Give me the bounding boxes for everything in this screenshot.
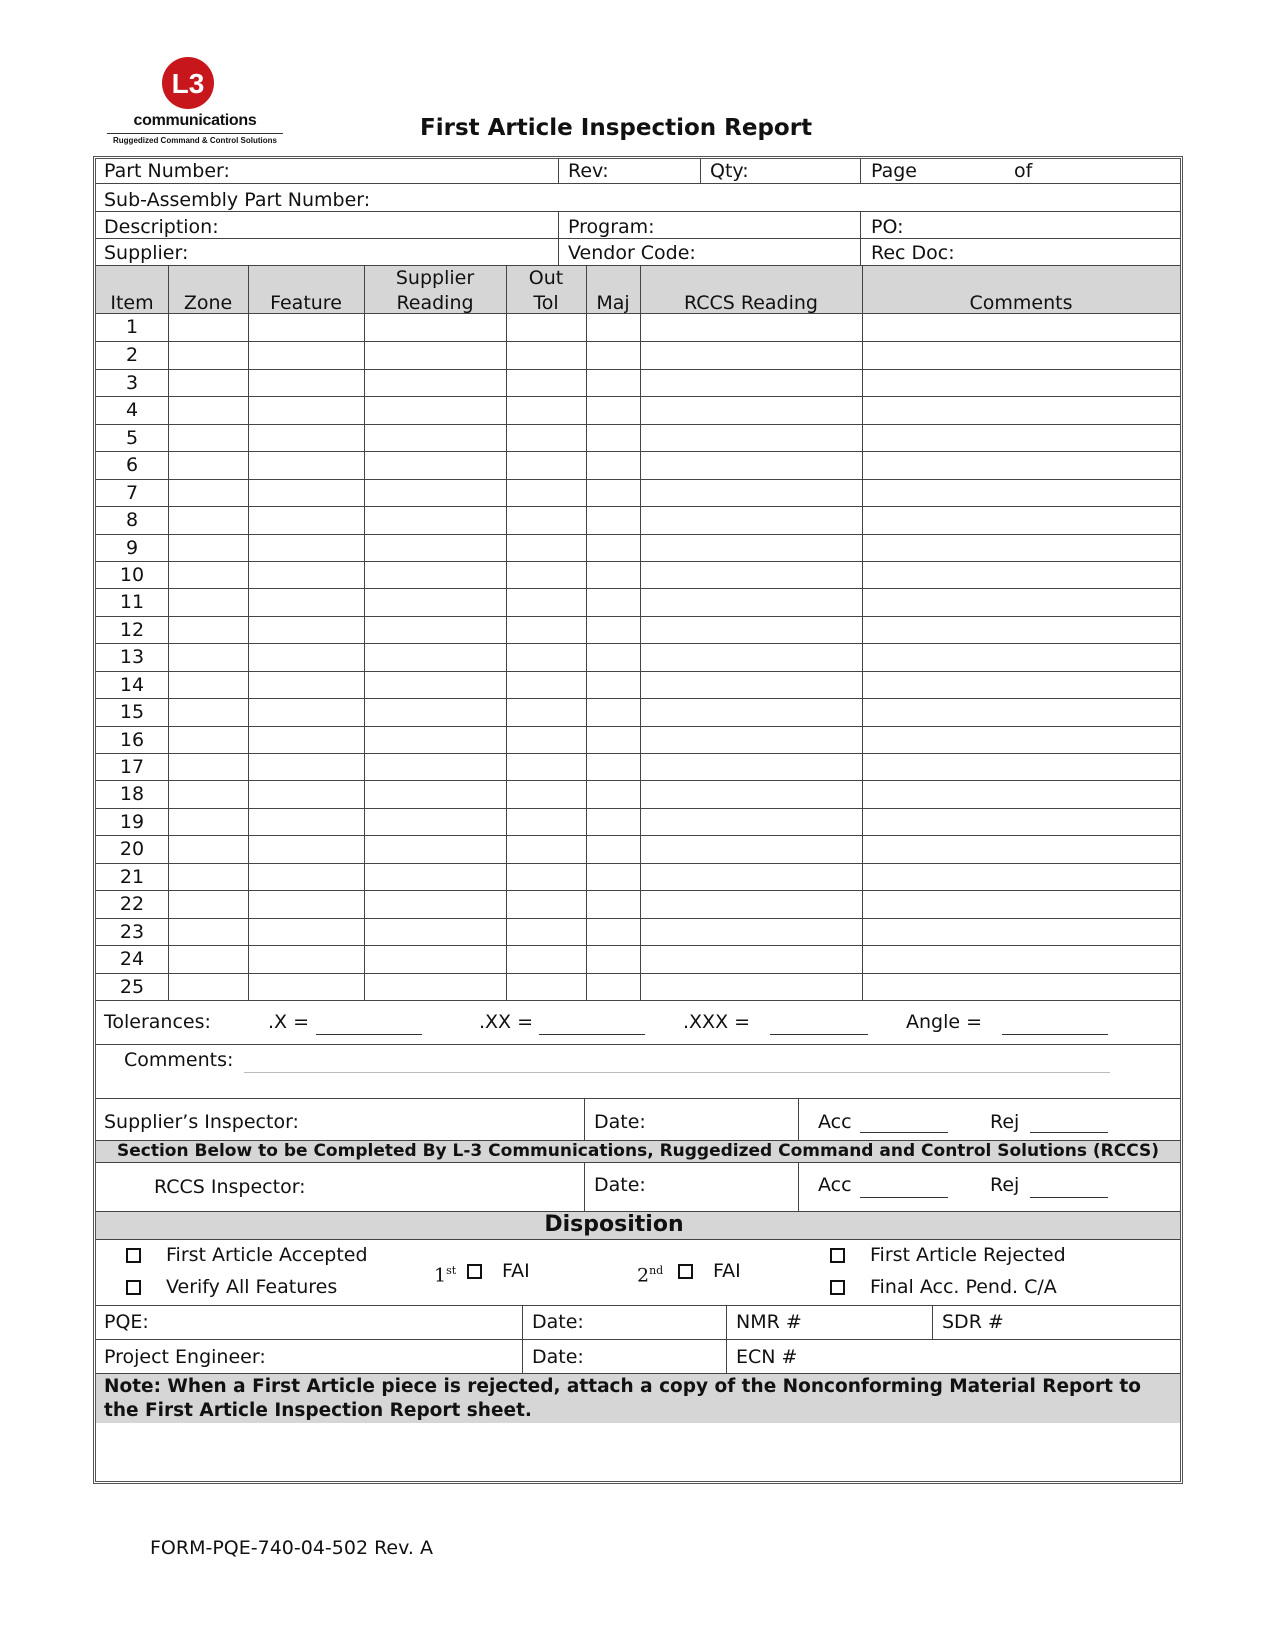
col-maj: Maj [596,292,630,314]
supplier-label: Supplier: [104,242,189,264]
part-number-label: Part Number: [104,160,230,182]
row-item-number: 18 [119,783,145,805]
tol-angle-blank[interactable] [1002,1034,1108,1035]
supplier-inspector-label: Supplier’s Inspector: [104,1111,299,1133]
rccs-rej-blank[interactable] [1030,1197,1108,1198]
table-row [96,726,1180,754]
table-row [96,835,1180,863]
accepted-checkbox[interactable] [126,1248,141,1263]
comments-line[interactable] [244,1072,1110,1073]
first-fai-ordinal: 1st [434,1264,457,1287]
row-item-number: 3 [125,372,139,394]
table-row [96,863,1180,891]
row-item-number: 19 [119,811,145,833]
project-engineer-label: Project Engineer: [104,1346,266,1368]
vendor-code-label: Vendor Code: [568,242,696,264]
table-row [96,918,1180,946]
table-row [96,753,1180,781]
rec-doc-label: Rec Doc: [871,242,955,264]
accepted-label: First Article Accepted [166,1244,368,1266]
verify-checkbox[interactable] [126,1280,141,1295]
disposition-title: Disposition [544,1212,684,1237]
table-row [96,341,1180,369]
table-row [96,561,1180,589]
supplier-inspector-date-label: Date: [594,1111,646,1133]
sdr-label: SDR # [942,1311,1004,1333]
table-row [96,479,1180,507]
table-row [96,945,1180,973]
page-label: Page [871,160,917,182]
nmr-label: NMR # [736,1311,802,1333]
col-comments: Comments [969,292,1073,314]
supplier-acc-label: Acc [818,1111,852,1133]
table-row [96,780,1180,808]
first-fai-checkbox[interactable] [467,1264,482,1279]
row-item-number: 7 [125,482,139,504]
inspection-table-body [96,314,1180,1000]
rejection-note: Note: When a First Article piece is rejected, attach a copy of the Nonconforming Material Report to the First Article Inspection Report sheet. [104,1376,1141,1421]
rev-label: Rev: [568,160,609,182]
table-row [96,534,1180,562]
row-item-number: 8 [125,509,139,531]
verify-label: Verify All Features [166,1276,338,1298]
rccs-section-note: Section Below to be Completed By L-3 Communications, Ruggedized Command and Control Solutions (RCCS) [116,1141,1160,1161]
row-item-number: 11 [119,591,145,613]
l3-logo-mark [105,56,285,112]
row-item-number: 5 [125,427,139,449]
row-item-number: 10 [119,564,145,586]
col-supplier-reading-2: Reading [396,292,474,314]
rccs-inspector-label: RCCS Inspector: [154,1176,306,1198]
rccs-acc-label: Acc [818,1174,852,1196]
table-row [96,808,1180,836]
inspection-form [93,156,1183,1484]
project-engineer-date-label: Date: [532,1346,584,1368]
table-row [96,424,1180,452]
table-row [96,616,1180,644]
supplier-acc-blank[interactable] [860,1132,948,1133]
table-row [96,671,1180,699]
table-row [96,369,1180,397]
tol-xx-label: .XX = [479,1011,534,1033]
row-item-number: 21 [119,866,145,888]
col-supplier-reading-1: Supplier [395,267,475,289]
row-item-number: 15 [119,701,145,723]
row-item-number: 12 [119,619,145,641]
row-item-number: 25 [119,976,145,998]
table-row [96,506,1180,534]
row-item-number: 23 [119,921,145,943]
col-out-tol-1: Out [528,267,564,289]
table-row [96,973,1180,1001]
page-of-label: of [1014,160,1033,182]
row-item-number: 17 [119,756,145,778]
row-item-number: 1 [125,316,139,338]
row-item-number: 2 [125,344,139,366]
pqe-label: PQE: [104,1311,149,1333]
logo-tagline: Ruggedized Command & Control Solutions [113,136,277,145]
row-item-number: 9 [125,537,139,559]
tol-x-blank[interactable] [316,1034,422,1035]
rejected-label: First Article Rejected [870,1244,1066,1266]
qty-label: Qty: [710,160,749,182]
rejected-checkbox[interactable] [830,1248,845,1263]
logo-divider [107,133,283,134]
table-row [96,396,1180,424]
second-fai-label: FAI [713,1260,741,1282]
final-acc-label: Final Acc. Pend. C/A [870,1276,1057,1298]
col-zone: Zone [183,292,233,314]
col-out-tol-2: Tol [533,292,559,314]
tol-x-label: .X = [268,1011,310,1033]
tol-angle-label: Angle = [906,1011,983,1033]
page-title: First Article Inspection Report [420,115,813,141]
program-label: Program: [568,216,655,238]
row-item-number: 22 [119,893,145,915]
second-fai-checkbox[interactable] [678,1264,693,1279]
supplier-rej-label: Rej [990,1111,1020,1133]
tol-xxx-blank[interactable] [770,1034,868,1035]
table-row [96,588,1180,616]
row-item-number: 14 [119,674,145,696]
row-item-number: 24 [119,948,145,970]
table-row [96,698,1180,726]
table-row [96,890,1180,918]
comments-label: Comments: [124,1049,234,1071]
final-acc-checkbox[interactable] [830,1280,845,1295]
row-item-number: 16 [119,729,145,751]
table-row [96,451,1180,479]
second-fai-ordinal: 2nd [637,1264,664,1287]
row-item-number: 20 [119,838,145,860]
svg-text:L3: L3 [171,68,205,99]
table-row [96,314,1180,341]
tol-xx-blank[interactable] [539,1034,645,1035]
row-item-number: 13 [119,646,145,668]
rccs-inspector-date-label: Date: [594,1174,646,1196]
tol-xxx-label: .XXX = [683,1011,751,1033]
tolerances-label: Tolerances: [104,1011,211,1033]
pqe-date-label: Date: [532,1311,584,1333]
supplier-rej-blank[interactable] [1030,1132,1108,1133]
table-row [96,643,1180,671]
col-feature: Feature [270,292,342,314]
col-item: Item [110,292,154,314]
po-label: PO: [871,216,904,238]
row-item-number: 6 [125,454,139,476]
ecn-label: ECN # [736,1346,798,1368]
form-number: FORM-PQE-740-04-502 Rev. A [150,1537,433,1559]
logo-name: communications [133,112,257,129]
row-item-number: 4 [125,399,139,421]
sub-assembly-label: Sub-Assembly Part Number: [104,189,371,211]
rccs-rej-label: Rej [990,1174,1020,1196]
company-logo [105,56,285,148]
description-label: Description: [104,216,219,238]
first-fai-label: FAI [502,1260,530,1282]
col-rccs-reading: RCCS Reading [683,292,818,314]
rccs-acc-blank[interactable] [860,1197,948,1198]
